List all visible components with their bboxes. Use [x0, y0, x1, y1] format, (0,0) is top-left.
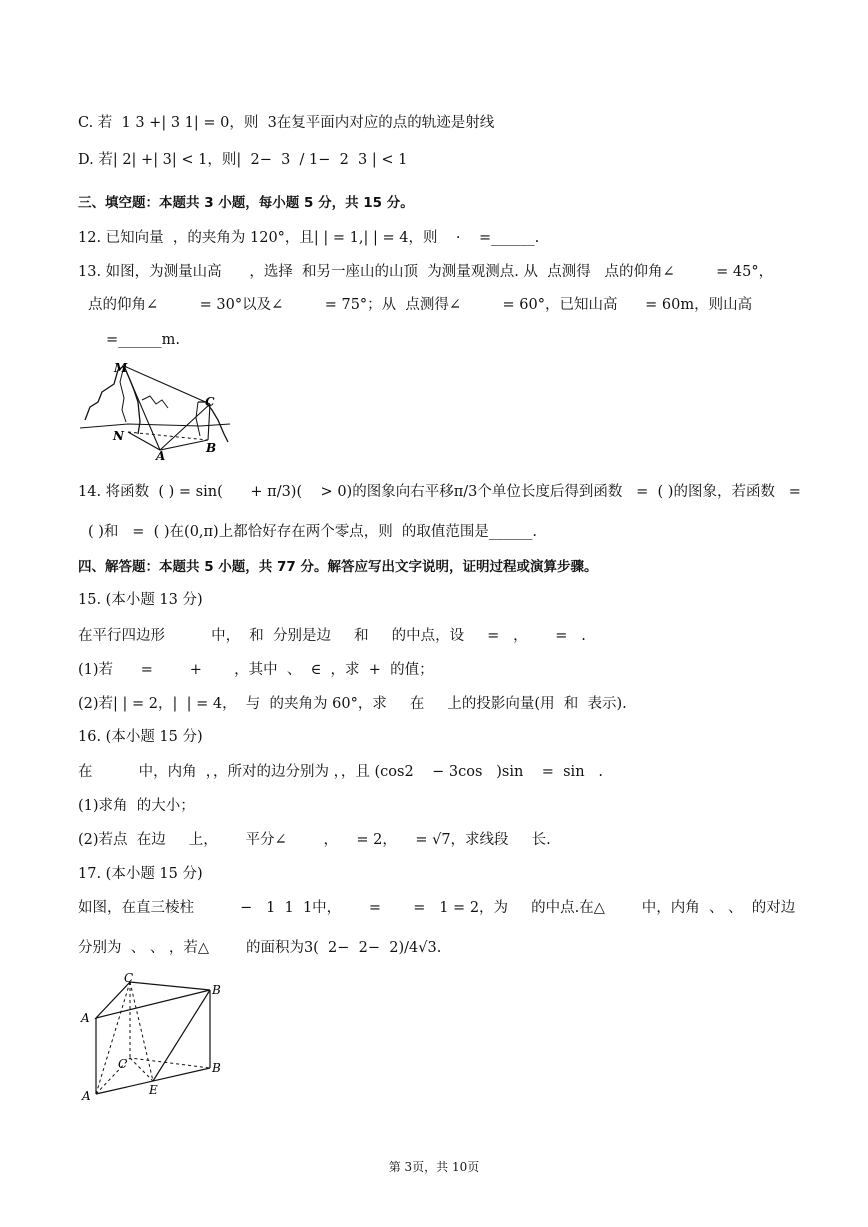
- prism-figure: [78, 970, 228, 1102]
- question-13-line2: 点的仰角∠ = 30°以及∠ = 75°；从 点测得∠ = 60°，已知山高 = 60m，则山高: [88, 297, 753, 313]
- label-m: M: [114, 362, 128, 375]
- option-c: C. 若 1 3 +| 3 1| = 0，则 3在复平面内对应的点的轨迹是射线: [78, 115, 495, 131]
- question-12: 12. 已知向量 ，的夹角为 120°，且| | = 1,| | = 4，则 · =______.: [78, 230, 540, 246]
- section-3-heading: 三、填空题：本题共 3 小题，每小题 5 分，共 15 分。: [78, 195, 414, 211]
- label-b: B: [206, 441, 217, 455]
- question-14-line2: ( )和 = ( )在(0,π)上都恰好存在两个零点，则 的取值范围是______.: [88, 524, 538, 540]
- question-16-stem: 在 中，内角 ，，所对的边分别为 ，，且 (cos2 − 3cos )sin = sin .: [78, 764, 603, 780]
- label-c: C: [205, 395, 215, 409]
- question-13-line3: =______m.: [106, 332, 181, 348]
- question-15-header: 15. (本小题 13 分): [78, 592, 203, 608]
- question-17-stem2: 分别为 、 、 ，若△ 的面积为3( 2− 2− 2)/4√3.: [78, 940, 442, 956]
- label-c-lower: C: [118, 1057, 128, 1071]
- mountain-figure: [80, 362, 240, 462]
- question-15-part1: (1)若 = + ，其中 、 ∈ ，求 + 的值；: [78, 662, 434, 678]
- label-c1: C: [124, 971, 134, 985]
- question-16-header: 16. (本小题 15 分): [78, 729, 203, 745]
- question-15-stem: 在平行四边形 中， 和 分别是边 和 的中点，设 = ， = .: [78, 628, 586, 644]
- question-13-line1: 13. 如图，为测量山高 ，选择 和另一座山的山顶 为测量观测点. 从 点测得 点的仰角∠ = 45°，: [78, 264, 774, 280]
- label-a-lower: A: [82, 1089, 91, 1102]
- question-17-stem1: 如图，在直三棱柱 − 1 1 1中， = = 1 = 2，为 的中点.在△ 中，内角 、 、 的对边: [78, 900, 796, 916]
- option-d: D. 若| 2| +| 3| < 1，则| 2− 3 / 1− 2 3 | < 1: [78, 152, 408, 168]
- label-b-lower: B: [212, 1061, 221, 1075]
- section-4-heading: 四、解答题：本题共 5 小题，共 77 分。解答应写出文字说明，证明过程或演算步骤。: [78, 559, 598, 575]
- question-16-part1: (1)求角 的大小；: [78, 798, 195, 814]
- question-15-part2: (2)若| | = 2，| | = 4， 与 的夹角为 60°，求 在 上的投影向量(用 和 表示).: [78, 696, 627, 712]
- label-b1: B: [212, 983, 221, 997]
- label-e: E: [149, 1083, 158, 1097]
- label-a: A: [156, 449, 166, 462]
- label-n: N: [113, 429, 124, 443]
- question-17-header: 17. (本小题 15 分): [78, 866, 203, 882]
- question-16-part2: (2)若点 在边 上， 平分∠ ， = 2， = √7，求线段 长.: [78, 832, 551, 848]
- label-a1: A: [81, 1011, 90, 1025]
- page-footer: 第 3页，共 10页: [388, 1160, 480, 1174]
- question-14-line1: 14. 将函数 ( ) = sin( + π/3)( > 0)的图象向右平移π/3个单位长度后得到函数 = ( )的图象，若函数 =: [78, 484, 801, 500]
